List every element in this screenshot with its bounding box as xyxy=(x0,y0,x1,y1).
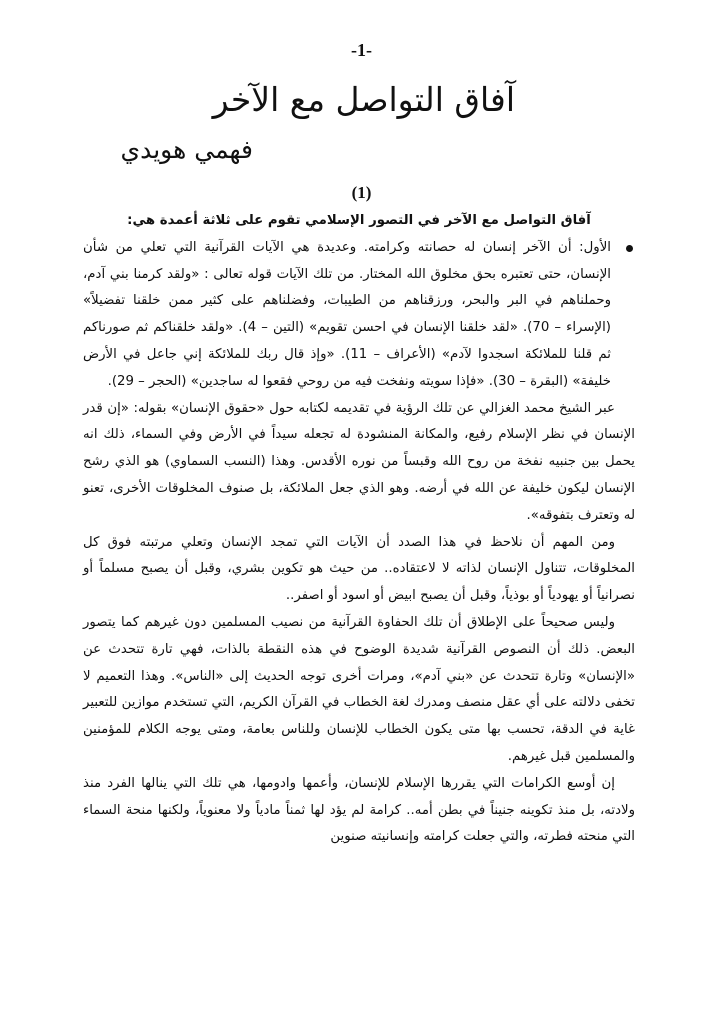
paragraph: إن أوسع الكرامات التي يقررها الإسلام للإنسان، وأعمها وادومها، هي تلك التي ينالها الفرد منذ ولادته، بل منذ تكوينه جنيناً في بطن أمه.. كرامة لم يؤد لها ثمناً مادياً ولا معنوياً، ولكنها منحة السماء التي منحته فطرته، والتي جعلت كرامته وإنسانيته صنوين xyxy=(83,775,635,845)
page-number: -1- xyxy=(351,40,372,60)
article-title: آفاق التواصل مع الآخر xyxy=(212,80,515,119)
article-body xyxy=(83,208,635,851)
bullet-text: الأول: أن الآخر إنسان له حصانته وكرامته. وعديدة هي الآيات القرآنية التي تعلي من شأن الإنسان، حتى تعتبره بحق مخلوق الله المختار. من تلك الآيات قوله تعالى : «ولقد كرمنا بني آدم، وحملناهم في البر والبحر، ورزقناهم من الطيبات، وفضلناهم على كثير ممن خلقنا تفضيلاً» (الإسراء – 70). «لقد خلقنا الإنسان في احسن تقويم» (التين – 4). «ولقد خلقناكم ثم صورناكم ثم قلنا للملائكة اسجدوا لآدم» (الأعراف – 11). «وإذ قال ربك للملائكة إني جاعل في الأرض خليفة» (البقرة – 30). «فإذا سويته ونفخت فيه من روحي فقعوا له ساجدين» (الحجر – 29). xyxy=(83,239,611,389)
paragraph: عبر الشيخ محمد الغزالي عن تلك الرؤية في تقديمه لكتابه حول «حقوق الإنسان» بقوله: «إن قدر الإنسان في نظر الإسلام رفيع، والمكانة المنشودة له تجعله سيداً في الأرض وفي السماء، ذلك انه يحمل بين جنبيه نفخة من روح الله وقبساً من نوره الأقدس. وهذا (النسب السماوي) هو الذي رشح الإنسان ليكون خليفة عن الله في أرضه. وهو الذي جعل الملائكة، بل صنوف المخلوقات الأخرى، تعنو له وتعترف بتفوقه». xyxy=(83,400,635,523)
bullet-dot-icon xyxy=(626,245,633,252)
bullet-item xyxy=(83,235,635,396)
author-name: فهمي هويدي xyxy=(120,135,253,164)
paragraph: ومن المهم أن نلاحظ في هذا الصدد أن الآيات التي تمجد الإنسان وتعلي مرتبته فوق كل المخلوقات، تتناول الإنسان لذاته لا لاعتقاده.. من حيث هو تكوين بشري، وقبل أن يصبح مسلماً أو نصرانياً أو يهودياً أو بوذياً، وقبل أن يصبح ابيض أو اسود أو اصفر.. xyxy=(83,534,635,604)
paragraph: وليس صحيحاً على الإطلاق أن تلك الحفاوة القرآنية من نصيب المسلمين دون غيرهم كما يتصور البعض. ذلك أن النصوص القرآنية شديدة الوضوح في هذه النقطة بالذات، فهي تارة تتحدث عن «الإنسان» وتارة تتحدث عن «بني آدم»، ومرات أخرى توجه الحديث إلى «الناس». وهذا التعميم لا تخفى دلالته على أي عقل منصف ومدرك لغة الخطاب في القرآن الكريم، التي تستخدم موازين للتعبير غاية في الدقة، تحسب بها متى يكون الخطاب للإنسان وللناس بعامة، ومتى يوجه الكلام للمؤمنين والمسلمين قبل غيرهم. xyxy=(83,614,635,764)
section-number: (1) xyxy=(351,183,372,202)
intro-line: آفاق التواصل مع الآخر في التصور الإسلامي تقوم على ثلاثة أعمدة هي: xyxy=(127,213,591,228)
